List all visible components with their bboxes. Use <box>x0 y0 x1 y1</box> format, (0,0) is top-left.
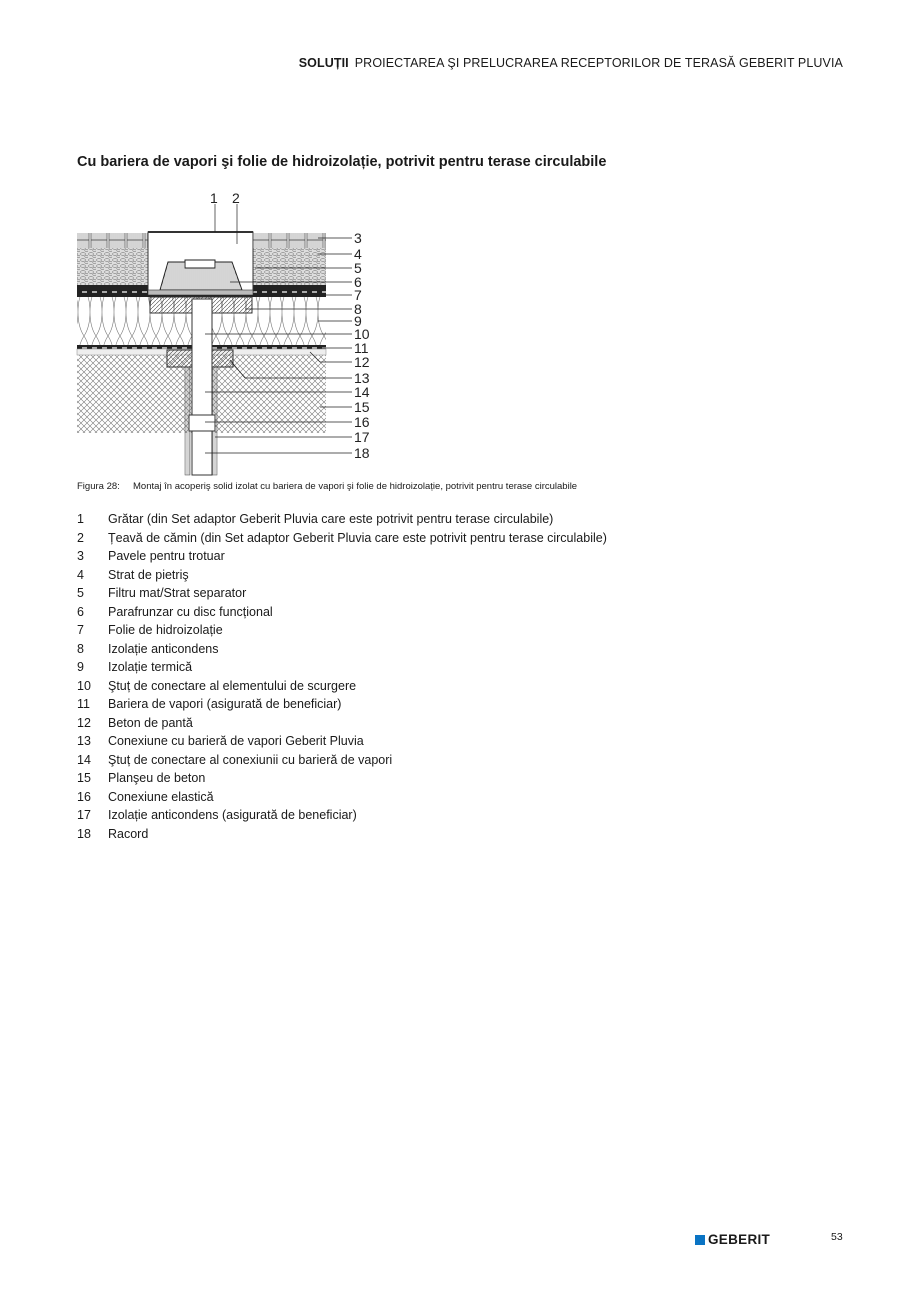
legend-item <box>77 660 607 679</box>
legend-text: Izolație termică <box>108 660 193 674</box>
svg-text:10: 10 <box>354 326 370 342</box>
legend-item <box>77 512 607 531</box>
svg-text:2: 2 <box>232 190 240 206</box>
svg-text:8: 8 <box>354 301 362 317</box>
legend-text: Pavele pentru trotuar <box>108 549 225 563</box>
legend-number: 18 <box>77 826 91 841</box>
legend-item <box>77 642 607 661</box>
legend-number: 8 <box>77 641 84 656</box>
legend-text: Racord <box>108 826 149 841</box>
legend-item <box>77 808 607 827</box>
legend-text: Planşeu de beton <box>108 771 206 785</box>
svg-text:4: 4 <box>354 246 362 262</box>
header-title: PROIECTAREA ŞI PRELUCRAREA RECEPTORILOR DE TERASĂ GEBERIT PLUVIA <box>354 56 843 70</box>
legend-text: Bariera de vapori (asigurată de beneficiar) <box>108 697 342 711</box>
legend-text: Ştuț de conectare al conexiunii cu barieră de vapori <box>108 752 393 767</box>
svg-text:16: 16 <box>354 414 370 430</box>
legend-number: 3 <box>77 549 84 563</box>
svg-text:12: 12 <box>354 354 370 370</box>
logo-text: GEBERIT <box>708 1232 771 1247</box>
svg-text:14: 14 <box>354 384 370 400</box>
legend-number: 1 <box>77 512 84 526</box>
legend-number: 4 <box>77 567 84 582</box>
section-heading: Cu bariera de vapori şi folie de hidroizolație, potrivit pentru terase circulabile <box>77 154 607 170</box>
legend-text: Beton de pantă <box>108 715 193 730</box>
legend-number: 15 <box>77 771 91 785</box>
legend-text: Țeavă de cămin (din Set adaptor Geberit Pluvia care este potrivit pentru terase circulabile) <box>108 530 607 545</box>
legend-number: 17 <box>77 808 91 822</box>
drain-pipe <box>192 299 212 475</box>
svg-text:3: 3 <box>354 230 362 246</box>
legend-number: 16 <box>77 789 91 804</box>
legend-number: 11 <box>77 697 90 711</box>
legend-number: 7 <box>77 623 84 637</box>
legend-number: 9 <box>77 660 84 674</box>
legend-text: Conexiune cu barieră de vapori Geberit Pluvia <box>108 734 364 748</box>
legend-text: Parafrunzar cu disc funcțional <box>108 604 273 619</box>
cross-section-diagram <box>70 185 390 480</box>
legend-item <box>77 623 607 642</box>
legend-text: Folie de hidroizolație <box>108 623 223 637</box>
legend-text: Strat de pietriş <box>108 567 189 582</box>
logo-square-icon <box>695 1235 705 1245</box>
legend-item <box>77 531 607 550</box>
legend-text: Filtru mat/Strat separator <box>108 586 247 600</box>
legend-item <box>77 605 607 624</box>
legend-number: 10 <box>77 678 91 693</box>
caption-number: Figura 28: <box>77 481 120 492</box>
legend-item <box>77 679 607 698</box>
svg-text:11: 11 <box>354 340 369 356</box>
legend-item <box>77 790 607 809</box>
legend-number: 6 <box>77 604 84 619</box>
svg-text:15: 15 <box>354 399 370 415</box>
geberit-logo <box>695 1232 770 1247</box>
svg-text:18: 18 <box>354 445 370 461</box>
legend-number: 12 <box>77 715 91 730</box>
legend-item <box>77 586 607 605</box>
svg-text:1: 1 <box>210 190 218 206</box>
svg-text:9: 9 <box>354 313 362 329</box>
caption-text: Montaj în acoperiş solid izolat cu bariera de vapori şi folie de hidroizolație, potrivit pentru terase circulabile <box>133 481 578 492</box>
legend-item <box>77 771 607 790</box>
legend-text: Izolație anticondens <box>108 641 219 656</box>
svg-text:13: 13 <box>354 370 370 386</box>
legend-number: 5 <box>77 586 84 600</box>
legend-text: Izolație anticondens (asigurată de beneficiar) <box>108 808 357 822</box>
legend-number: 13 <box>77 734 91 748</box>
legend-item <box>77 568 607 587</box>
page-number: 53 <box>831 1231 843 1243</box>
legend-item <box>77 753 607 772</box>
legend-text: Grătar (din Set adaptor Geberit Pluvia care este potrivit pentru terase circulabile) <box>108 512 554 526</box>
header-section: SOLUȚII <box>298 56 349 70</box>
legend-number: 14 <box>77 752 91 767</box>
svg-text:6: 6 <box>354 274 362 290</box>
figure-caption <box>77 481 577 492</box>
running-header <box>299 56 843 70</box>
legend-item <box>77 827 607 846</box>
legend-item <box>77 734 607 753</box>
legend-text: Ştuț de conectare al elementului de scurgere <box>108 678 357 693</box>
legend-number: 2 <box>77 530 84 545</box>
legend-item <box>77 697 607 716</box>
svg-text:17: 17 <box>354 429 370 445</box>
svg-text:7: 7 <box>354 287 362 303</box>
legend-item <box>77 549 607 568</box>
legend-text: Conexiune elastică <box>108 789 214 804</box>
legend-item <box>77 716 607 735</box>
elastic-connection <box>189 415 215 431</box>
legend-list <box>77 512 607 845</box>
svg-text:5: 5 <box>354 260 362 276</box>
